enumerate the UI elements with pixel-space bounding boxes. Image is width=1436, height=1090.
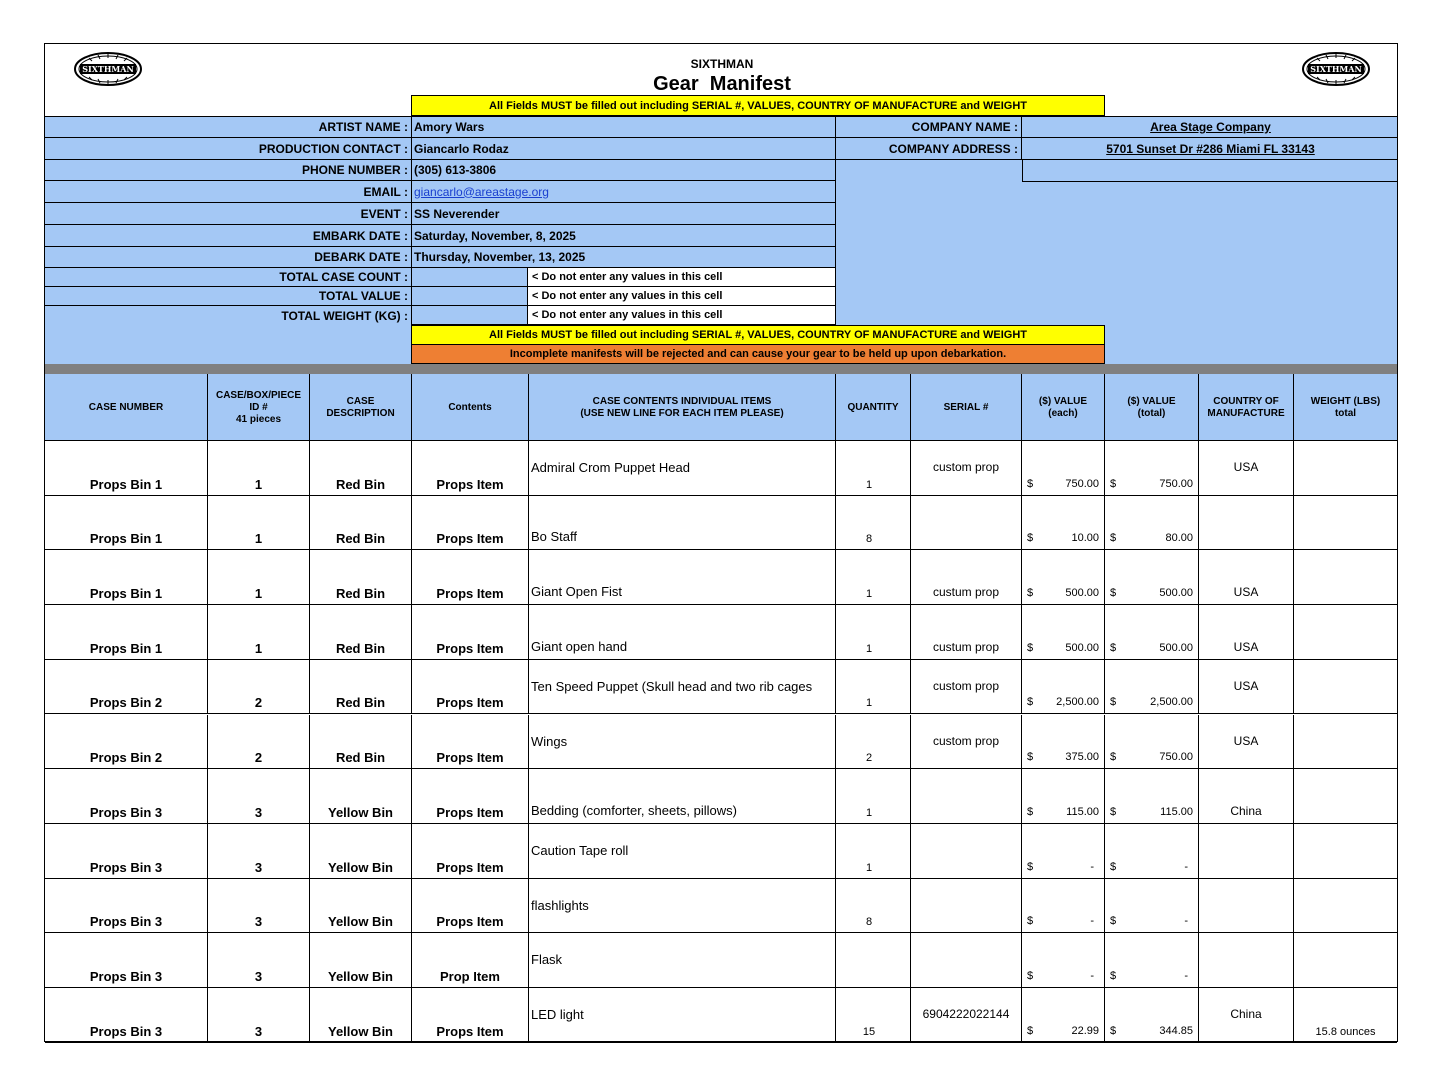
cell-desc-text: Red Bin (335, 531, 386, 547)
email-field[interactable] (411, 181, 836, 203)
currency-sign: $ (1027, 969, 1034, 982)
cell-qty[interactable] (836, 879, 911, 934)
cell-case-text: Props Bin 1 (89, 586, 163, 602)
event-field[interactable]: SS Neverender (411, 203, 836, 225)
cell-case-text: Props Bin 3 (89, 968, 163, 984)
cell-case[interactable] (45, 824, 208, 879)
currency-sign: $ (1110, 532, 1117, 545)
cell-each[interactable] (1022, 605, 1105, 660)
cell-serial-text: custum prop (932, 585, 1000, 600)
cell-desc-text: Yellow Bin (327, 914, 393, 930)
cell-total[interactable] (1105, 879, 1199, 934)
cell-id[interactable] (208, 550, 310, 605)
cell-desc[interactable] (310, 496, 412, 551)
cell-weight[interactable] (1294, 879, 1397, 934)
cell-contents-text: Props Item (436, 750, 504, 766)
col-value-total: ($) VALUE (total) (1105, 374, 1199, 441)
cell-country[interactable] (1199, 988, 1294, 1043)
cell-item[interactable] (529, 496, 836, 551)
cell-serial[interactable] (911, 605, 1022, 660)
total-weight-cell[interactable] (411, 306, 528, 325)
cell-serial-text: custom prop (932, 733, 1000, 748)
cell-desc-text: Yellow Bin (327, 1023, 393, 1039)
cell-item-text: Flask (531, 952, 563, 968)
cell-each[interactable] (1022, 988, 1105, 1043)
cell-contents-text: Props Item (436, 531, 504, 547)
currency-sign: $ (1027, 805, 1034, 818)
cell-weight[interactable] (1294, 824, 1397, 879)
cell-id-text: 3 (254, 859, 263, 875)
debark-date-field[interactable]: Thursday, November, 13, 2025 (411, 247, 836, 268)
cell-qty[interactable] (836, 824, 911, 879)
cell-contents[interactable] (412, 715, 529, 770)
cell-each-text: - (1090, 915, 1094, 928)
cell-contents-text: Props Item (436, 859, 504, 875)
cell-id[interactable] (208, 988, 310, 1043)
sixthman-logo-icon (1301, 51, 1371, 87)
col-quantity: QUANTITY (836, 374, 911, 441)
cell-id[interactable] (208, 933, 310, 988)
cell-each[interactable] (1022, 824, 1105, 879)
cell-id[interactable] (208, 496, 310, 551)
total-value-label: TOTAL VALUE : (45, 287, 411, 306)
currency-sign: $ (1027, 1024, 1034, 1037)
currency-sign: $ (1110, 969, 1117, 982)
cell-each[interactable] (1022, 660, 1105, 715)
cell-weight[interactable] (1294, 660, 1397, 715)
cell-weight[interactable] (1294, 988, 1397, 1043)
cell-each-text: 500.00 (1065, 641, 1099, 654)
sixthman-logo-icon (73, 51, 143, 87)
phone-number-field[interactable]: (305) 613-3806 (411, 160, 836, 181)
cell-total-text: 500.00 (1159, 587, 1193, 600)
col-items: CASE CONTENTS INDIVIDUAL ITEMS (USE NEW LINE FOR EACH ITEM PLEASE) (529, 374, 836, 441)
currency-sign: $ (1110, 860, 1117, 873)
cell-total[interactable] (1105, 660, 1199, 715)
cell-each-text: 375.00 (1065, 751, 1099, 764)
cell-total-text: 344.85 (1159, 1024, 1193, 1037)
col-serial: SERIAL # (911, 374, 1022, 441)
currency-sign: $ (1110, 805, 1117, 818)
cell-contents-text: Props Item (436, 586, 504, 602)
cell-country-text: USA (1233, 733, 1259, 748)
sixthman-logo-right (1301, 51, 1371, 87)
company-name-value: Area Stage Company (1150, 120, 1271, 134)
total-value-cell[interactable] (411, 287, 528, 306)
currency-sign: $ (1027, 751, 1034, 764)
total-case-count-label: TOTAL CASE COUNT : (45, 268, 411, 287)
col-case-description: CASE DESCRIPTION (310, 374, 412, 441)
cell-id-text: 3 (254, 804, 263, 820)
company-name-label: COMPANY NAME : (836, 117, 1022, 138)
cell-id[interactable] (208, 660, 310, 715)
cell-desc[interactable] (310, 441, 412, 496)
cell-item-text: Caution Tape roll (531, 842, 629, 858)
cell-each[interactable] (1022, 441, 1105, 496)
cell-each-text: 10.00 (1071, 532, 1099, 545)
cell-desc[interactable] (310, 660, 412, 715)
cell-case-text: Props Bin 2 (89, 695, 163, 711)
cell-each[interactable] (1022, 496, 1105, 551)
cell-id[interactable] (208, 824, 310, 879)
cell-item-text: Giant Open Fist (531, 584, 623, 600)
cell-total-text: 2,500.00 (1150, 696, 1193, 709)
company-address-value: 5701 Sunset Dr #286 Miami FL 33143 (1106, 141, 1315, 156)
total-weight-label: TOTAL WEIGHT (KG) : (281, 308, 408, 323)
cell-country-text: USA (1233, 678, 1259, 693)
event-label: EVENT : (45, 203, 411, 225)
cell-each-text: 500.00 (1065, 587, 1099, 600)
cell-contents-text: Props Item (436, 914, 504, 930)
cell-weight[interactable] (1294, 933, 1397, 988)
cell-each-text: - (1090, 860, 1094, 873)
cell-item-text: Ten Speed Puppet (Skull head and two rib cages (531, 678, 813, 694)
cell-item[interactable] (529, 660, 836, 715)
cell-country[interactable] (1199, 605, 1294, 660)
total-case-count-cell[interactable] (411, 268, 528, 287)
cell-total-text: - (1184, 969, 1188, 982)
cell-qty-text: 8 (865, 916, 873, 929)
cell-weight[interactable] (1294, 605, 1397, 660)
col-case-number: CASE NUMBER (45, 374, 208, 441)
cell-desc-text: Red Bin (335, 476, 386, 492)
cell-qty[interactable] (836, 605, 911, 660)
cell-case-text: Props Bin 1 (89, 640, 163, 656)
cell-desc-text: Yellow Bin (327, 968, 393, 984)
cell-qty-text: 15 (862, 1025, 876, 1038)
currency-sign: $ (1110, 477, 1117, 490)
cell-case[interactable] (45, 605, 208, 660)
artist-name-field[interactable]: Amory Wars (411, 117, 836, 138)
cell-id-text: 1 (254, 531, 263, 547)
cell-qty-text: 1 (865, 478, 873, 491)
cell-item-text: flashlights (531, 897, 589, 913)
cell-id-text: 1 (254, 586, 263, 602)
col-contents: Contents (412, 374, 529, 441)
cell-country[interactable] (1199, 933, 1294, 988)
cell-qty[interactable] (836, 933, 911, 988)
cell-item-text: Giant open hand (531, 638, 628, 654)
do-not-enter-note-2: < Do not enter any values in this cell (528, 287, 836, 306)
cell-country-text: China (1230, 1007, 1262, 1021)
cell-case[interactable] (45, 715, 208, 770)
cell-serial[interactable] (911, 496, 1022, 551)
cell-id[interactable] (208, 441, 310, 496)
cell-total[interactable] (1105, 933, 1199, 988)
cell-contents[interactable] (412, 988, 529, 1043)
cell-item-text: Bo Staff (531, 529, 578, 545)
cell-case[interactable] (45, 496, 208, 551)
cell-case-text: Props Bin 3 (89, 804, 163, 820)
cell-each-text: - (1090, 969, 1094, 982)
currency-sign: $ (1110, 641, 1117, 654)
cell-total-text: 750.00 (1159, 477, 1193, 490)
cell-country[interactable] (1199, 550, 1294, 605)
do-not-enter-note-1: < Do not enter any values in this cell (528, 268, 836, 287)
phone-number-label: PHONE NUMBER : (45, 160, 411, 181)
cell-case-text: Props Bin 3 (89, 914, 163, 930)
cell-each[interactable] (1022, 933, 1105, 988)
cell-qty-text: 1 (865, 642, 873, 655)
cell-case[interactable] (45, 769, 208, 824)
cell-qty-text: 1 (865, 588, 873, 601)
cell-serial[interactable] (911, 441, 1022, 496)
company-address-field[interactable] (1022, 138, 1397, 160)
cell-case[interactable] (45, 933, 208, 988)
cell-each[interactable] (1022, 715, 1105, 770)
cell-desc[interactable] (310, 605, 412, 660)
cell-case-text: Props Bin 1 (89, 531, 163, 547)
cell-id[interactable] (208, 879, 310, 934)
cell-country[interactable] (1199, 879, 1294, 934)
cell-serial[interactable] (911, 879, 1022, 934)
currency-sign: $ (1027, 587, 1034, 600)
cell-serial[interactable] (911, 660, 1022, 715)
cell-item[interactable] (529, 605, 836, 660)
debark-date-label: DEBARK DATE : (45, 247, 411, 268)
gear-manifest-sheet (44, 43, 1398, 1042)
cell-id[interactable] (208, 605, 310, 660)
email-label: EMAIL : (45, 181, 411, 203)
cell-qty-text: 2 (865, 752, 873, 765)
cell-serial[interactable] (911, 769, 1022, 824)
company-address-label: COMPANY ADDRESS : (836, 138, 1022, 160)
cell-contents[interactable] (412, 933, 529, 988)
cell-country-text: USA (1233, 585, 1259, 600)
embark-date-field[interactable]: Saturday, November, 8, 2025 (411, 225, 836, 247)
cell-weight-text: 15.8 ounces (1315, 1025, 1376, 1038)
cell-serial[interactable] (911, 933, 1022, 988)
currency-sign: $ (1110, 696, 1117, 709)
svg-text:SIXTHMAN: SIXTHMAN (1310, 64, 1362, 74)
svg-text:SIXTHMAN: SIXTHMAN (82, 64, 134, 74)
cell-case[interactable] (45, 550, 208, 605)
cell-serial-text: custom prop (932, 678, 1000, 693)
cell-serial-text: custum prop (932, 639, 1000, 654)
company-heading: SIXTHMAN (690, 57, 754, 71)
cell-contents[interactable] (412, 496, 529, 551)
embark-date-label: EMBARK DATE : (45, 225, 411, 247)
cell-id-text: 1 (254, 476, 263, 492)
cell-item[interactable] (529, 715, 836, 770)
cell-qty[interactable] (836, 496, 911, 551)
cell-total-text: 750.00 (1159, 751, 1193, 764)
cell-desc-text: Yellow Bin (327, 804, 393, 820)
cell-contents-text: Props Item (436, 695, 504, 711)
cell-contents-text: Props Item (436, 804, 504, 820)
cell-desc-text: Yellow Bin (327, 859, 393, 875)
cell-contents[interactable] (412, 660, 529, 715)
cell-qty[interactable] (836, 441, 911, 496)
cell-desc[interactable] (310, 550, 412, 605)
cell-contents[interactable] (412, 769, 529, 824)
cell-serial[interactable] (911, 824, 1022, 879)
currency-sign: $ (1110, 587, 1117, 600)
cell-each-text: 115.00 (1066, 805, 1099, 818)
cell-country[interactable] (1199, 441, 1294, 496)
email-link[interactable]: giancarlo@areastage.org (414, 184, 549, 199)
cell-weight[interactable] (1294, 550, 1397, 605)
do-not-enter-note-3: < Do not enter any values in this cell (528, 306, 836, 325)
cell-each-text: 22.99 (1071, 1024, 1099, 1037)
page-title: Gear Manifest (653, 73, 791, 95)
cell-desc-text: Red Bin (335, 640, 386, 656)
cell-weight[interactable] (1294, 769, 1397, 824)
cell-desc-text: Red Bin (335, 750, 386, 766)
cell-case[interactable] (45, 988, 208, 1043)
cell-contents[interactable] (412, 879, 529, 934)
cell-total[interactable] (1105, 824, 1199, 879)
cell-desc-text: Red Bin (335, 695, 386, 711)
currency-sign: $ (1110, 915, 1117, 928)
cell-case-text: Props Bin 3 (89, 1023, 163, 1039)
cell-each-text: 750.00 (1065, 477, 1099, 490)
cell-each[interactable] (1022, 879, 1105, 934)
cell-id-text: 1 (254, 640, 263, 656)
col-value-each: ($) VALUE (each) (1022, 374, 1105, 441)
cell-item[interactable] (529, 879, 836, 934)
cell-desc[interactable] (310, 769, 412, 824)
cell-case-text: Props Bin 3 (89, 859, 163, 875)
cell-serial-text: 6904222022144 (922, 1007, 1010, 1021)
cell-id-text: 2 (254, 695, 263, 711)
cell-item[interactable] (529, 441, 836, 496)
cell-country-text: China (1230, 803, 1262, 818)
cell-item-text: Admiral Crom Puppet Head (531, 460, 690, 475)
artist-name-label: ARTIST NAME : (45, 117, 411, 138)
cell-qty[interactable] (836, 550, 911, 605)
cell-total[interactable] (1105, 769, 1199, 824)
cell-contents-text: Props Item (436, 640, 504, 656)
cell-serial[interactable] (911, 988, 1022, 1043)
cell-desc[interactable] (310, 715, 412, 770)
currency-sign: $ (1110, 1024, 1117, 1037)
cell-case[interactable] (45, 879, 208, 934)
currency-sign: $ (1027, 860, 1034, 873)
cell-id[interactable] (208, 715, 310, 770)
required-fields-notice-bottom: All Fields MUST be filled out including SERIAL #, VALUES, COUNTRY OF MANUFACTURE and WEIGHT (411, 325, 1105, 345)
cell-id-text: 3 (254, 968, 263, 984)
cell-qty[interactable] (836, 660, 911, 715)
cell-item[interactable] (529, 933, 836, 988)
required-fields-notice-top: All Fields MUST be filled out including SERIAL #, VALUES, COUNTRY OF MANUFACTURE and WEIGHT (411, 95, 1105, 116)
cell-item-text: Wings (531, 733, 568, 749)
cell-serial-text: custom prop (932, 460, 1000, 474)
cell-item[interactable] (529, 769, 836, 824)
cell-item[interactable] (529, 550, 836, 605)
cell-contents[interactable] (412, 605, 529, 660)
cell-country[interactable] (1199, 660, 1294, 715)
cell-serial[interactable] (911, 550, 1022, 605)
cell-case-text: Props Bin 1 (89, 476, 163, 492)
cell-id-text: 3 (254, 914, 263, 930)
cell-country[interactable] (1199, 496, 1294, 551)
sixthman-logo-left (73, 51, 143, 87)
cell-id-text: 2 (254, 750, 263, 766)
cell-weight[interactable] (1294, 496, 1397, 551)
cell-contents-text: Prop Item (440, 968, 500, 984)
cell-total[interactable] (1105, 496, 1199, 551)
cell-contents[interactable] (412, 441, 529, 496)
cell-total[interactable] (1105, 550, 1199, 605)
cell-total[interactable] (1105, 441, 1199, 496)
col-country: COUNTRY OF MANUFACTURE (1199, 374, 1294, 441)
cell-item[interactable] (529, 824, 836, 879)
cell-qty[interactable] (836, 988, 911, 1043)
cell-contents-text: Props Item (436, 1023, 504, 1039)
cell-country[interactable] (1199, 824, 1294, 879)
company-extra-field[interactable] (1022, 160, 1397, 182)
currency-sign: $ (1027, 641, 1034, 654)
currency-sign: $ (1027, 532, 1034, 545)
cell-qty-text: 1 (865, 806, 873, 819)
cell-total-text: - (1184, 860, 1188, 873)
currency-sign: $ (1027, 477, 1034, 490)
cell-country-text: USA (1233, 460, 1259, 474)
cell-contents[interactable] (412, 550, 529, 605)
cell-case-text: Props Bin 2 (89, 750, 163, 766)
col-piece-id: CASE/BOX/PIECE ID # 41 pieces (208, 374, 310, 441)
cell-total[interactable] (1105, 715, 1199, 770)
cell-qty-text: 1 (865, 861, 873, 874)
production-contact-label: PRODUCTION CONTACT : (45, 138, 411, 160)
rejection-warning: Incomplete manifests will be rejected and can cause your gear to be held up upon debarkation. (411, 345, 1105, 364)
company-name-field[interactable] (1022, 117, 1397, 138)
cell-desc[interactable] (310, 879, 412, 934)
cell-each[interactable] (1022, 769, 1105, 824)
cell-desc[interactable] (310, 933, 412, 988)
cell-qty-text: 8 (865, 533, 873, 546)
cell-qty[interactable] (836, 715, 911, 770)
cell-total[interactable] (1105, 988, 1199, 1043)
cell-total-text: 500.00 (1159, 641, 1193, 654)
production-contact-field[interactable]: Giancarlo Rodaz (411, 138, 836, 160)
cell-country[interactable] (1199, 715, 1294, 770)
cell-item-text: Bedding (comforter, sheets, pillows) (531, 802, 737, 818)
cell-weight[interactable] (1294, 715, 1397, 770)
col-weight: WEIGHT (LBS) total (1310, 395, 1381, 419)
cell-contents-text: Props Item (436, 476, 504, 492)
cell-total-text: 115.00 (1160, 805, 1193, 818)
cell-serial[interactable] (911, 715, 1022, 770)
cell-total-text: - (1184, 915, 1188, 928)
cell-contents[interactable] (412, 824, 529, 879)
cell-item-text: LED light (531, 1007, 584, 1022)
cell-country-text: USA (1233, 639, 1259, 654)
cell-qty[interactable] (836, 769, 911, 824)
section-divider (45, 364, 1397, 374)
cell-desc[interactable] (310, 824, 412, 879)
currency-sign: $ (1027, 696, 1034, 709)
cell-case[interactable] (45, 441, 208, 496)
cell-total-text: 80.00 (1165, 532, 1193, 545)
cell-id-text: 3 (254, 1023, 263, 1039)
cell-weight[interactable] (1294, 441, 1397, 496)
currency-sign: $ (1027, 915, 1034, 928)
cell-each[interactable] (1022, 550, 1105, 605)
cell-country[interactable] (1199, 769, 1294, 824)
currency-sign: $ (1110, 751, 1117, 764)
cell-qty-text: 1 (865, 697, 873, 710)
cell-each-text: 2,500.00 (1056, 696, 1099, 709)
cell-desc[interactable] (310, 988, 412, 1043)
cell-desc-text: Red Bin (335, 586, 386, 602)
cell-id[interactable] (208, 769, 310, 824)
cell-total[interactable] (1105, 605, 1199, 660)
cell-case[interactable] (45, 660, 208, 715)
cell-item[interactable] (529, 988, 836, 1043)
